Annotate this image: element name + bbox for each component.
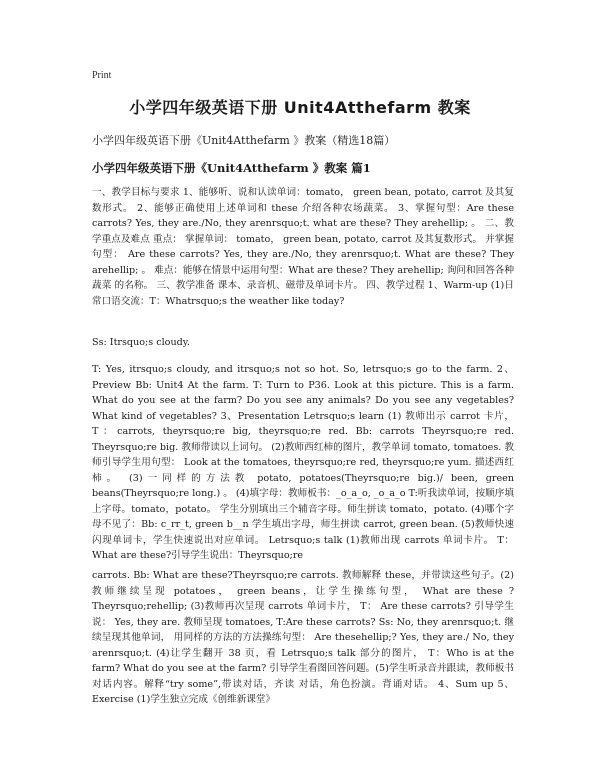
paragraph-objectives: 一、教学目标与要求 1、能够听、说和认读单词：tomato， green bean, potato, carrot 及其复数形式。 2、能够正确使用上述单词和 these 介绍各种农场蔬菜。 3、掌握句型：Are these carrots? Yes, they are./No, they arenrsquo;t. what are these? They arehellip; 。 二、教学重点及难点 重点： 掌握单词： tomato， green bean, potato, carrot 及其复数形式。 并掌握句型： Are these carrots? Yes, they are./No, they arenrsquo;t. What are these? They arehellip; 。 难点：能够在情景中运用句型：What are these? They arehellip; 询问和回答各种蔬菜 的名称。 三、教学准备 课本、录音机、磁带及单词卡片。 四、教学过程 1、Warm-up (1)日常口语交流：T：Whatrsquo;s the weather like today? bbox=[92, 187, 514, 307]
paragraph-student-reply: Ss: Itrsquo;s cloudy. bbox=[92, 337, 190, 348]
paragraph-practice: carrots. Bb: What are these?Theyrsquo;re carrots. 教师解释 these，并带读这些句子。(2) 教师继续呈现 potatoes， green beans，让学生操练句型， What are these ? Theyrsquo;rehellip; (3)教师再次呈现 carrots 单词卡片， T： Are these carrots? 引导学生说： Yes, they are. 教师呈现 tomatoes, T:Are these carrots? Ss: No, they arenrsquo;t. 继续呈现其他单词， 用同样的方法的方法操练句型： Are thesehellip;? Yes, they are./ No, they arenrsquo;t. (4)让学生翻开 38 页，看 Letrsquo;s talk 部分的图片， T：Who is at the farm? What do you see at the farm? 引导学生看图回答问题。(5)学生听录音并跟读，教师板书对话内容。解释“try some”,带读对话，齐读 对话，角色扮演。背诵对话。 4、Sum up 5、Exercise (1)学生独立完成《创维新课堂》 bbox=[92, 570, 514, 705]
document-subtitle: 小学四年级英语下册《Unit4Atthefarm 》教案（精选18篇） bbox=[92, 134, 396, 147]
document-title: 小学四年级英语下册 Unit4Atthefarm 教案 bbox=[129, 98, 471, 117]
paragraph-presentation: T: Yes, itrsquo;s cloudy, and itrsquo;s not so hot. So, letrsquo;s go to the farm. 2、Preview Bb: Unit4 At the farm. T: Turn to P36. Look at this picture. This is a farm. What do you see at the farm? Do you see any animals? Do you see any vegetables? What kind of vegetables? 3、Presentation Letrsquo;s learn (1) 教师出示 carrot 卡片，T：carrots, theyrsquo;re big, theyrsquo;re red. Bb: carrots Theyrsquo;re red. Theyrsquo;re big. 教师带读以上词句。 (2)教师西红柿的图片，教学单词 tomato, tomatoes. 教师引导学生用句型： Look at the tomatoes, theyrsquo;re red, theyrsquo;re yum. 描述西红柿。 (3)一同样的方法教 potato, potatoes(Theyrsquo;re big.)/ been, green beans(Theyrsquo;re long.) 。 (4)填字母：教师板书：_o_a_o, _o_a_o T:听我读单词，按顺序填上字母。tomato，potato。 学生分别填出三个辅音字母。师生拼读 tomato，potato. (4)哪个字母不见了：Bb: c_rr_t, green b__n 学生填出字母，师生拼读 carrot, green bean. (5)教师快速闪现单词卡，学生快速说出对应单词。 Letrsquo;s talk (1)教师出现 carrots 单词卡片。 T： What are these?引导学生说出：Theyrsquo;re bbox=[92, 364, 514, 561]
section-heading: 小学四年级英语下册《Unit4Atthefarm 》教案 篇1 bbox=[92, 161, 371, 175]
print-label[interactable]: Print bbox=[92, 70, 112, 81]
